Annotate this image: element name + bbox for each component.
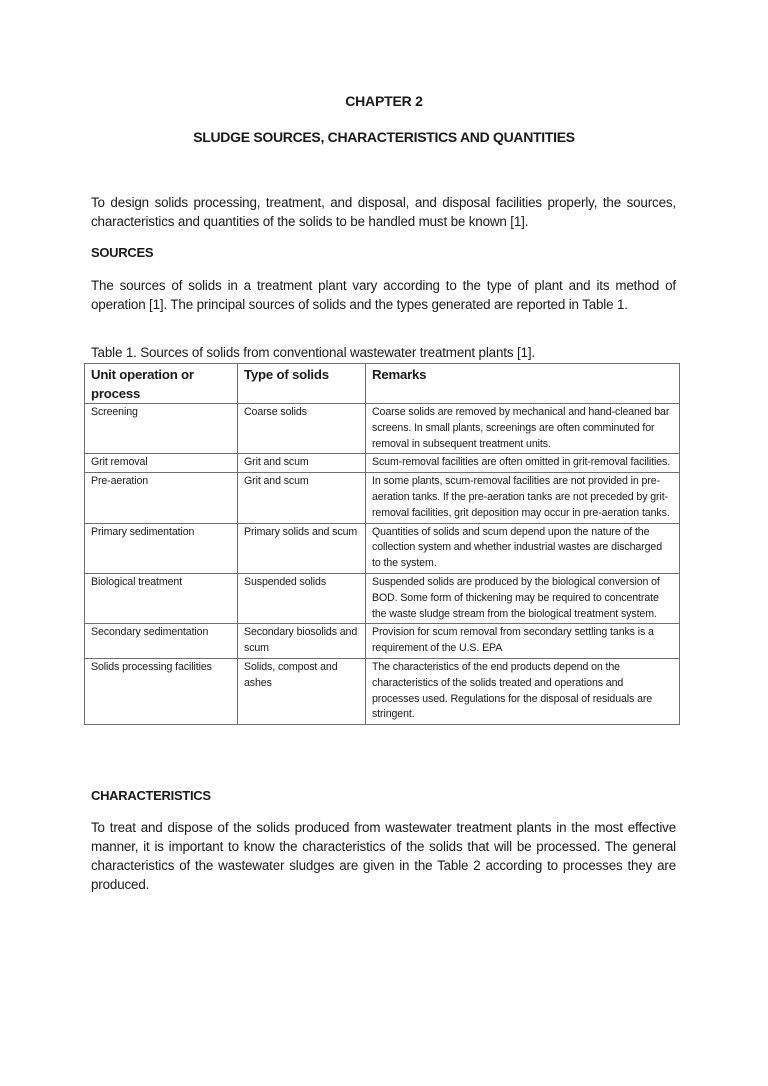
intro-paragraph: To design solids processing, treatment, and disposal, and disposal facilities properly, the sources, characteristics and quantities of the solids to be handled must be known [1]. <box>91 195 676 229</box>
chapter-label: CHAPTER 2 <box>345 93 423 109</box>
characteristics-heading: CHARACTERISTICS <box>91 788 211 803</box>
table-row <box>85 473 680 523</box>
cell-type: Primary solids and scum <box>238 523 366 573</box>
cell-type: Solids, compost and ashes <box>238 658 366 724</box>
cell-remarks: Quantities of solids and scum depend upon the nature of the collection system and whether industrial wastes are discharged to the system. <box>366 523 680 573</box>
cell-remarks: Suspended solids are produced by the biological conversion of BOD. Some form of thickening may be required to concentrate the waste sludge stream from the biological treatment system. <box>366 573 680 623</box>
cell-unit: Primary sedimentation <box>85 523 238 573</box>
cell-remarks: Provision for scum removal from secondary settling tanks is a requirement of the U.S. EPA <box>366 624 680 659</box>
cell-unit: Pre-aeration <box>85 473 238 523</box>
cell-unit: Secondary sedimentation <box>85 624 238 659</box>
cell-unit: Screening <box>85 404 238 454</box>
cell-remarks: Coarse solids are removed by mechanical and hand-cleaned bar screens. In small plants, screenings are often comminuted for removal in subsequent treatment units. <box>366 404 680 454</box>
cell-unit: Grit removal <box>85 454 238 473</box>
characteristics-paragraph: To treat and dispose of the solids produced from wastewater treatment plants in the most effective manner, it is important to know the characteristics of the solids that will be processed. The general characteristics of the wastewater sludges are given in the Table 2 according to processes they are produced. <box>91 820 676 892</box>
cell-type: Grit and scum <box>238 454 366 473</box>
sources-table <box>84 363 680 725</box>
column-header-type: Type of solids <box>238 364 366 404</box>
table-row <box>85 404 680 454</box>
chapter-title: SLUDGE SOURCES, CHARACTERISTICS AND QUANTITIES <box>193 129 575 145</box>
table-row <box>85 454 680 473</box>
table-row <box>85 658 680 724</box>
cell-unit: Biological treatment <box>85 573 238 623</box>
table-row <box>85 523 680 573</box>
column-header-unit: Unit operation or process <box>85 364 238 404</box>
table-row <box>85 624 680 659</box>
table-caption: Table 1. Sources of solids from conventional wastewater treatment plants [1]. <box>91 345 535 360</box>
cell-remarks: Scum-removal facilities are often omitted in grit-removal facilities. <box>366 454 680 473</box>
cell-remarks: The characteristics of the end products depend on the characteristics of the solids treated and operations and processes used. Regulations for the disposal of residuals are stringent. <box>366 658 680 724</box>
cell-type: Coarse solids <box>238 404 366 454</box>
table-header-row <box>85 364 680 404</box>
sources-heading: SOURCES <box>91 245 154 260</box>
cell-type: Secondary biosolids and scum <box>238 624 366 659</box>
cell-unit: Solids processing facilities <box>85 658 238 724</box>
sources-paragraph: The sources of solids in a treatment plant vary according to the type of plant and its method of operation [1]. The principal sources of solids and the types generated are reported in Table 1. <box>91 278 676 312</box>
cell-type: Suspended solids <box>238 573 366 623</box>
table-row <box>85 573 680 623</box>
column-header-remarks: Remarks <box>366 364 680 404</box>
cell-remarks: In some plants, scum-removal facilities are not provided in pre-aeration tanks. If the pre-aeration tanks are not preceded by grit-removal facilities, grit deposition may occur in pre-aeration tanks. <box>366 473 680 523</box>
cell-type: Grit and scum <box>238 473 366 523</box>
